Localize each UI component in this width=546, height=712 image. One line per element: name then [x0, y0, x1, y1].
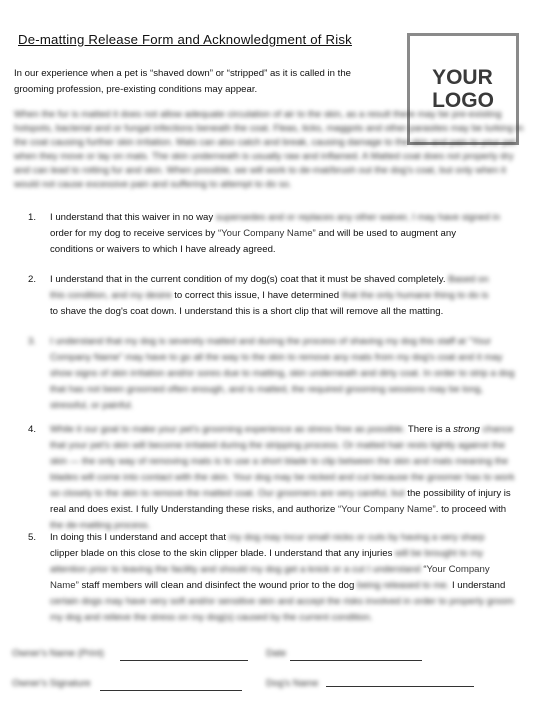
item-number: 4. [28, 424, 37, 435]
item-number: 1. [28, 212, 37, 223]
dog-name-label: Dog's Name [266, 678, 319, 689]
blurred-text: being released to me. [357, 580, 450, 591]
owner-signature-line[interactable] [100, 690, 242, 691]
item-text: There is a [407, 424, 451, 435]
company-name-placeholder: “Your Company Name” [337, 504, 436, 515]
blurred-text: supersedes and or replaces any other waiver, I may have signed in [215, 212, 501, 223]
blurred-paragraph: When the fur is matted it does not allow adequate circulation of air to the skin, as a result there may be pre-existing hotspots, bacterial and or fungal infections beneath the coat. Fleas, ticks, maggots and other parasites may be lurking in the coat causing further skin irritation. Mats can also catch and break, causing damage to the skin and pain to your pet when they move or lay on mats. The skin underneath is usually raw and inflamed. A Matted coat does not properly dry and can lead to rotting fur and skin. When possible, we will work to de-mat/brush out the dog's coat, but only when it would not cause excessive pain and suffering to attempt to do so. [14, 109, 524, 190]
owner-name-line[interactable] [120, 660, 248, 661]
date-line[interactable] [290, 660, 422, 661]
logo-line-1: YOUR [432, 66, 493, 89]
item-emphasis: strong [453, 424, 480, 435]
item-body [50, 422, 518, 534]
blurred-text: While it our goal to make your pet's grooming experience as stress free as possible. [50, 424, 406, 435]
owner-signature-label: Owner's Signature [12, 678, 91, 689]
item-number: 2. [28, 274, 37, 285]
blurred-text: Based on [448, 274, 489, 285]
item-number: 3. [28, 336, 37, 347]
blurred-text: I understand that my dog is severely matted and during the process of shaving my dog this staff at “Your Company Name” may have to go all the way to the skin to remove any mats from my dog's coat and it may show signs of skin irritation and/or sores due to matting, skin underneath and dirty coat. In order to strip a dog that has not been groomed often enough, and is matted, the required grooming sessions may be long, stressful, or painful. [50, 336, 515, 411]
blurred-text: will be brought to my [395, 548, 484, 559]
item-text: clipper blade on this close to the skin clipper blade. I understand that any injuries [50, 548, 393, 559]
item-text: to correct this issue, I have determined [174, 290, 340, 301]
item-text: to shave the dog's coat down. I understand this is a short clip that will remove all the matting. [50, 306, 444, 317]
logo-line-2: LOGO [432, 89, 494, 112]
date-label: Date [266, 648, 287, 659]
item-text: . to proceed with [435, 504, 507, 515]
item-body [50, 334, 518, 414]
item-body [50, 210, 518, 258]
blurred-text: the de-matting process. [50, 520, 151, 531]
item-text: I understand [451, 580, 506, 591]
item-number: 5. [28, 532, 37, 543]
blurred-text: attention prior to leaving the facility and should my dog get a knick or a cut I understand [50, 564, 421, 575]
company-name-placeholder: “Your Company Name” [50, 564, 490, 591]
item-text: I understand that in the current condition of my dog(s) coat that it must be shaved completely. [50, 274, 446, 285]
item-text: In doing this I understand and accept that [50, 532, 227, 543]
item-text: conditions or waivers to which I have already agreed. [50, 244, 276, 255]
logo-text [432, 66, 494, 112]
form-title: De-matting Release Form and Acknowledgment of Risk [18, 32, 352, 47]
item-text: and will be used to augment any [318, 228, 457, 239]
blurred-text: certain dogs may have very soft and/or sensitive skin and accept the risks involved in order to properly groom my dog and relieve the stress on my dog(s) caused by the current condition. [50, 596, 514, 623]
dog-name-line[interactable] [326, 686, 474, 687]
item-text: the possibility of injury is real and does exist. I fully Understanding these risks, and authorize [50, 488, 511, 515]
blurred-text: my dog may incur small nicks or cuts by having a very sharp [228, 532, 485, 543]
item-body [50, 530, 518, 626]
blurred-text: chance that your pet's skin will become irritated during the stripping process. Or matted hair rests tightly against the skin — the only way of removing mats is to use a short blade to clip between the skin and mats meaning the blades will come into contact with the skin. Your dog may be nicked and cut because the groomer has to work so closely to the skin to remove the matted coat. Our groomers are very careful, but [50, 424, 515, 499]
owner-name-label: Owner's Name (Print) [12, 648, 104, 659]
company-name-placeholder: “Your Company Name” [217, 228, 316, 239]
intro-paragraph: In our experience when a pet is “shaved down” or “stripped” as it is called in the grooming profession, pre-existing conditions may appear. [14, 68, 352, 95]
item-text: order for my dog to receive services by [50, 228, 216, 239]
item-text: I understand that this waiver in no way [50, 212, 214, 223]
blurred-text: this condition, and my desire [50, 290, 172, 301]
blurred-text: that the only humane thing to do is [341, 290, 489, 301]
item-text: staff members will clean and disinfect the wound prior to the dog [81, 580, 355, 591]
item-body [50, 272, 518, 320]
